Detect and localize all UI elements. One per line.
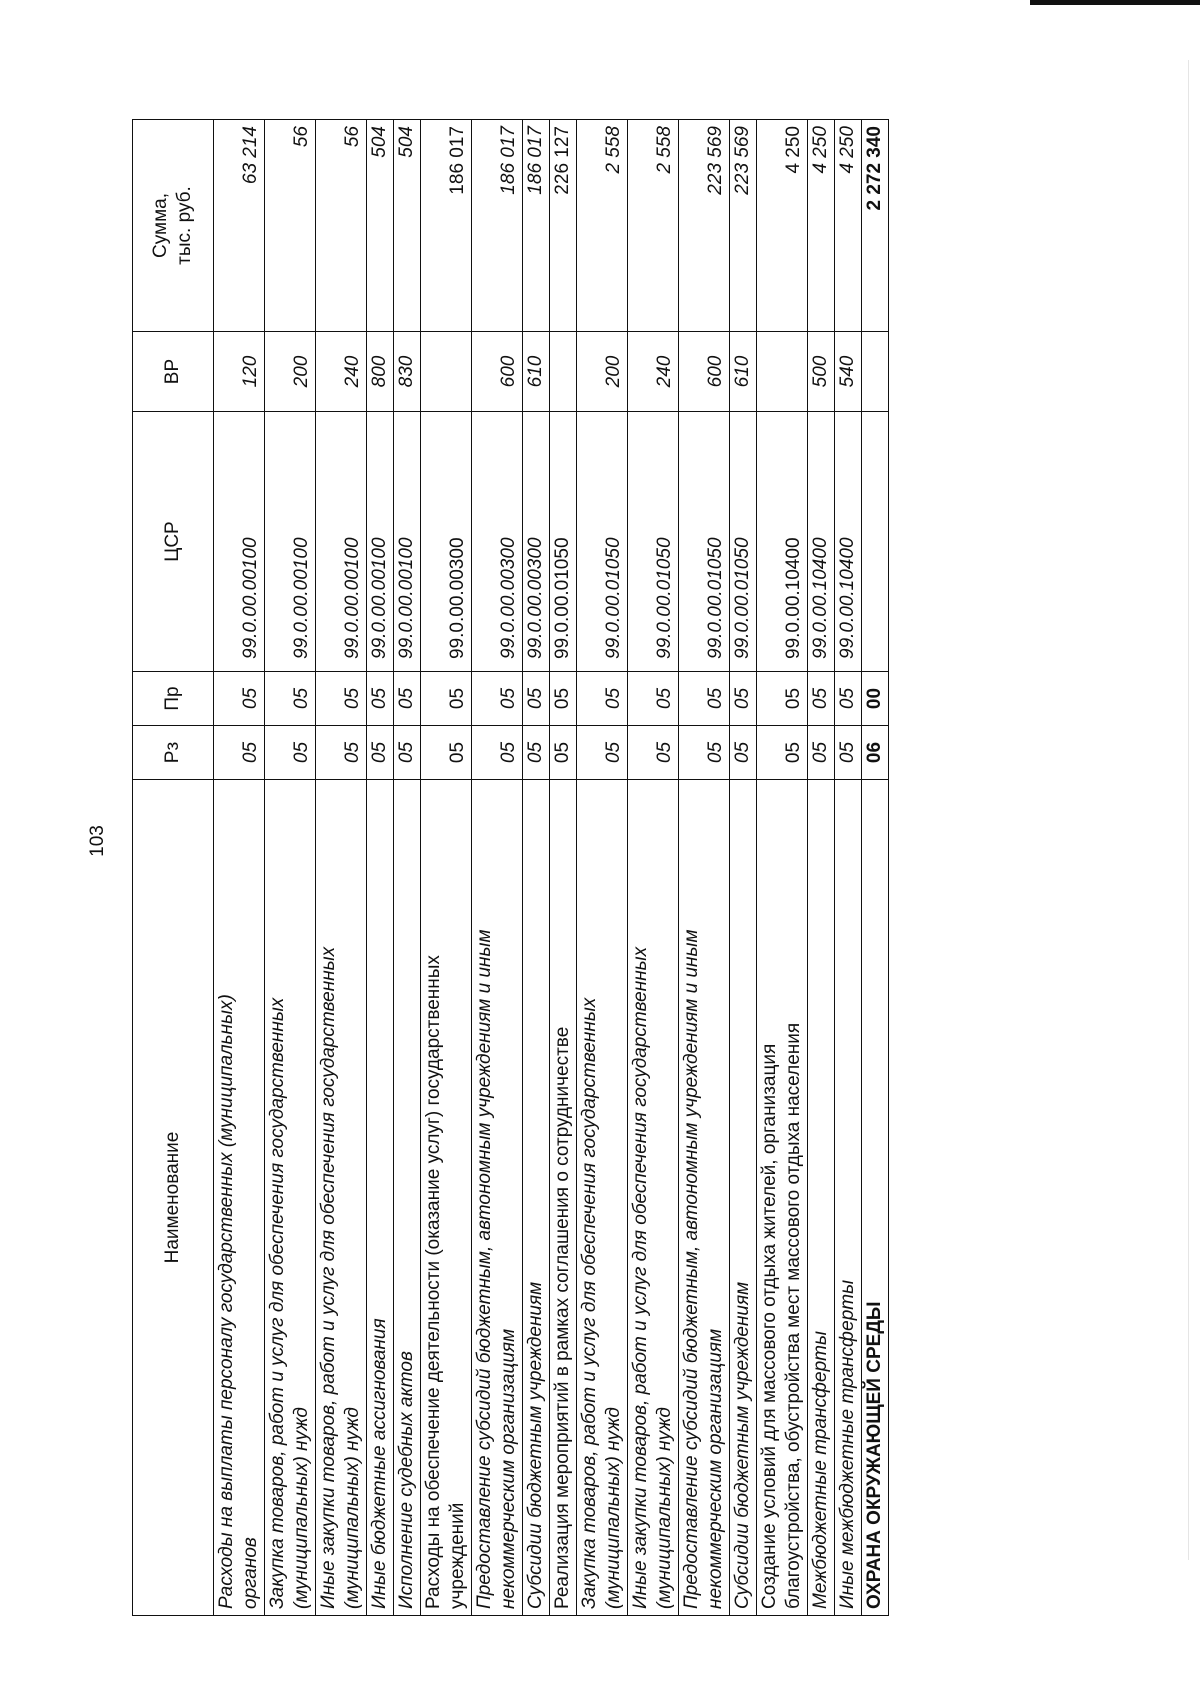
row-pr: 05 bbox=[577, 672, 628, 726]
header-pr: Пр bbox=[133, 672, 214, 726]
row-sum: 504 bbox=[367, 120, 394, 332]
row-csr: 99.0.00.01050 bbox=[730, 412, 757, 672]
row-vr bbox=[421, 332, 472, 412]
budget-table-sheet bbox=[132, 120, 998, 1616]
row-name bbox=[421, 780, 472, 1616]
scan-edge-line bbox=[1188, 60, 1189, 1560]
row-rz: 05 bbox=[808, 726, 835, 780]
row-csr: 99.0.00.10400 bbox=[757, 412, 808, 672]
table-row bbox=[550, 120, 577, 1616]
row-pr: 05 bbox=[808, 672, 835, 726]
row-vr: 830 bbox=[394, 332, 421, 412]
row-csr: 99.0.00.00300 bbox=[421, 412, 472, 672]
page-number: 103 bbox=[87, 825, 108, 857]
row-name: Иные межбюджетные трансферты bbox=[835, 780, 862, 1616]
header-vr: ВР bbox=[133, 332, 214, 412]
table-row bbox=[214, 120, 265, 1616]
table-row bbox=[808, 120, 835, 1616]
row-rz: 05 bbox=[730, 726, 757, 780]
header-csr: ЦСР bbox=[133, 412, 214, 672]
table-row bbox=[367, 120, 394, 1616]
table-row bbox=[577, 120, 628, 1616]
row-name bbox=[214, 780, 265, 1616]
row-csr: 99.0.00.00100 bbox=[214, 412, 265, 672]
scan-edge-mark bbox=[1030, 0, 1200, 5]
row-pr: 00 bbox=[862, 672, 889, 726]
row-csr bbox=[862, 412, 889, 672]
table-row bbox=[730, 120, 757, 1616]
row-rz: 06 bbox=[862, 726, 889, 780]
table-row bbox=[421, 120, 472, 1616]
row-vr bbox=[550, 332, 577, 412]
row-sum: 223 569 bbox=[730, 120, 757, 332]
row-csr: 99.0.00.00100 bbox=[367, 412, 394, 672]
row-rz: 05 bbox=[367, 726, 394, 780]
row-vr: 500 bbox=[808, 332, 835, 412]
row-name bbox=[757, 780, 808, 1616]
row-pr: 05 bbox=[730, 672, 757, 726]
row-name-line2: (муниципальных) нужд bbox=[291, 1407, 312, 1609]
row-pr: 05 bbox=[316, 672, 367, 726]
row-csr: 99.0.00.10400 bbox=[808, 412, 835, 672]
row-rz: 05 bbox=[757, 726, 808, 780]
row-csr: 99.0.00.01050 bbox=[577, 412, 628, 672]
row-pr: 05 bbox=[367, 672, 394, 726]
row-pr: 05 bbox=[421, 672, 472, 726]
row-sum: 2 558 bbox=[577, 120, 628, 332]
row-csr: 99.0.00.01050 bbox=[628, 412, 679, 672]
row-rz: 05 bbox=[523, 726, 550, 780]
row-name-line1: Закупка товаров, работ и услуг для обеспечения государственных bbox=[267, 997, 289, 1609]
row-name-line2: (муниципальных) нужд bbox=[603, 1407, 624, 1609]
row-vr: 800 bbox=[367, 332, 394, 412]
row-name bbox=[679, 780, 730, 1616]
row-name: Субсидии бюджетным учреждениям bbox=[523, 780, 550, 1616]
row-vr: 120 bbox=[214, 332, 265, 412]
row-sum: 4 250 bbox=[835, 120, 862, 332]
row-rz: 05 bbox=[835, 726, 862, 780]
row-name: ОХРАНА ОКРУЖАЮЩЕЙ СРЕДЫ bbox=[862, 780, 889, 1616]
row-pr: 05 bbox=[214, 672, 265, 726]
row-name-line2: (муниципальных) нужд bbox=[342, 1407, 363, 1609]
row-vr bbox=[757, 332, 808, 412]
row-name-line2: благоустройства, обустройства мест массового отдыха населения bbox=[783, 1022, 804, 1609]
row-vr bbox=[862, 332, 889, 412]
row-name-line1: Закупка товаров, работ и услуг для обеспечения государственных bbox=[579, 997, 601, 1609]
row-csr: 99.0.00.01050 bbox=[679, 412, 730, 672]
row-csr: 99.0.00.01050 bbox=[550, 412, 577, 672]
header-sum-line2: тыс. руб. bbox=[174, 186, 195, 265]
table-row bbox=[394, 120, 421, 1616]
row-vr: 610 bbox=[730, 332, 757, 412]
row-name-line2: некоммерческим организациям bbox=[705, 1328, 726, 1609]
row-name bbox=[316, 780, 367, 1616]
row-csr: 99.0.00.00300 bbox=[472, 412, 523, 672]
row-pr: 05 bbox=[835, 672, 862, 726]
row-name: Исполнение судебных актов bbox=[394, 780, 421, 1616]
row-name-line1: Иные закупки товаров, работ и услуг для обеспечения государственных bbox=[318, 946, 340, 1609]
row-vr: 240 bbox=[628, 332, 679, 412]
row-rz: 05 bbox=[472, 726, 523, 780]
header-rz: Рз bbox=[133, 726, 214, 780]
table-row bbox=[628, 120, 679, 1616]
header-sum bbox=[133, 120, 214, 332]
row-pr: 05 bbox=[757, 672, 808, 726]
row-vr: 610 bbox=[523, 332, 550, 412]
row-sum: 56 bbox=[265, 120, 316, 332]
row-name bbox=[265, 780, 316, 1616]
row-rz: 05 bbox=[394, 726, 421, 780]
row-csr: 99.0.00.00300 bbox=[523, 412, 550, 672]
row-name-line2: (муниципальных) нужд bbox=[654, 1407, 675, 1609]
row-name-line1: Расходы на обеспечение деятельности (оказание услуг) государственных bbox=[423, 955, 445, 1609]
row-pr: 05 bbox=[265, 672, 316, 726]
table-row bbox=[523, 120, 550, 1616]
row-sum: 186 017 bbox=[523, 120, 550, 332]
row-csr: 99.0.00.00100 bbox=[394, 412, 421, 672]
row-sum: 56 bbox=[316, 120, 367, 332]
row-csr: 99.0.00.10400 bbox=[835, 412, 862, 672]
row-name bbox=[628, 780, 679, 1616]
row-pr: 05 bbox=[523, 672, 550, 726]
budget-table bbox=[132, 119, 889, 1616]
row-vr: 600 bbox=[472, 332, 523, 412]
table-row bbox=[862, 120, 889, 1616]
row-sum: 223 569 bbox=[679, 120, 730, 332]
row-name-line2: органов bbox=[240, 1537, 261, 1609]
row-pr: 05 bbox=[472, 672, 523, 726]
row-name: Субсидии бюджетным учреждениям bbox=[730, 780, 757, 1616]
row-sum: 63 214 bbox=[214, 120, 265, 332]
row-pr: 05 bbox=[628, 672, 679, 726]
table-row bbox=[265, 120, 316, 1616]
row-name-line1: Расходы на выплаты персоналу государственных (муниципальных) bbox=[216, 994, 238, 1609]
row-name-line1: Предоставление субсидий бюджетным, автономным учреждениям и иным bbox=[474, 929, 496, 1609]
row-sum: 2 558 bbox=[628, 120, 679, 332]
row-sum: 226 127 bbox=[550, 120, 577, 332]
row-rz: 05 bbox=[550, 726, 577, 780]
row-sum: 186 017 bbox=[472, 120, 523, 332]
table-row bbox=[679, 120, 730, 1616]
row-sum: 4 250 bbox=[808, 120, 835, 332]
row-sum: 186 017 bbox=[421, 120, 472, 332]
row-vr: 240 bbox=[316, 332, 367, 412]
row-sum: 2 272 340 bbox=[862, 120, 889, 332]
header-sum-line1: Сумма, bbox=[150, 193, 172, 258]
row-vr: 200 bbox=[577, 332, 628, 412]
table-row bbox=[835, 120, 862, 1616]
row-vr: 540 bbox=[835, 332, 862, 412]
row-rz: 05 bbox=[214, 726, 265, 780]
row-pr: 05 bbox=[394, 672, 421, 726]
row-name-line1: Создание условий для массового отдыха жителей, организация bbox=[759, 1043, 781, 1609]
row-pr: 05 bbox=[550, 672, 577, 726]
row-vr: 200 bbox=[265, 332, 316, 412]
row-sum: 504 bbox=[394, 120, 421, 332]
row-name: Иные бюджетные ассигнования bbox=[367, 780, 394, 1616]
row-name bbox=[472, 780, 523, 1616]
row-name bbox=[577, 780, 628, 1616]
table-row bbox=[757, 120, 808, 1616]
row-rz: 05 bbox=[628, 726, 679, 780]
row-rz: 05 bbox=[577, 726, 628, 780]
row-csr: 99.0.00.00100 bbox=[265, 412, 316, 672]
header-row bbox=[133, 120, 214, 1616]
row-csr: 99.0.00.00100 bbox=[316, 412, 367, 672]
row-name-line1: Предоставление субсидий бюджетным, автономным учреждениям и иным bbox=[681, 929, 703, 1609]
row-rz: 05 bbox=[265, 726, 316, 780]
row-rz: 05 bbox=[421, 726, 472, 780]
row-name-line2: учреждений bbox=[447, 1502, 468, 1609]
header-name: Наименование bbox=[133, 780, 214, 1616]
row-name-line2: некоммерческим организациям bbox=[498, 1328, 519, 1609]
table-row bbox=[316, 120, 367, 1616]
row-name: Межбюджетные трансферты bbox=[808, 780, 835, 1616]
row-pr: 05 bbox=[679, 672, 730, 726]
row-rz: 05 bbox=[679, 726, 730, 780]
row-rz: 05 bbox=[316, 726, 367, 780]
row-vr: 600 bbox=[679, 332, 730, 412]
row-sum: 4 250 bbox=[757, 120, 808, 332]
row-name: Реализация мероприятий в рамках соглашения о сотрудничестве bbox=[550, 780, 577, 1616]
row-name-line1: Иные закупки товаров, работ и услуг для обеспечения государственных bbox=[630, 946, 652, 1609]
table-row bbox=[472, 120, 523, 1616]
